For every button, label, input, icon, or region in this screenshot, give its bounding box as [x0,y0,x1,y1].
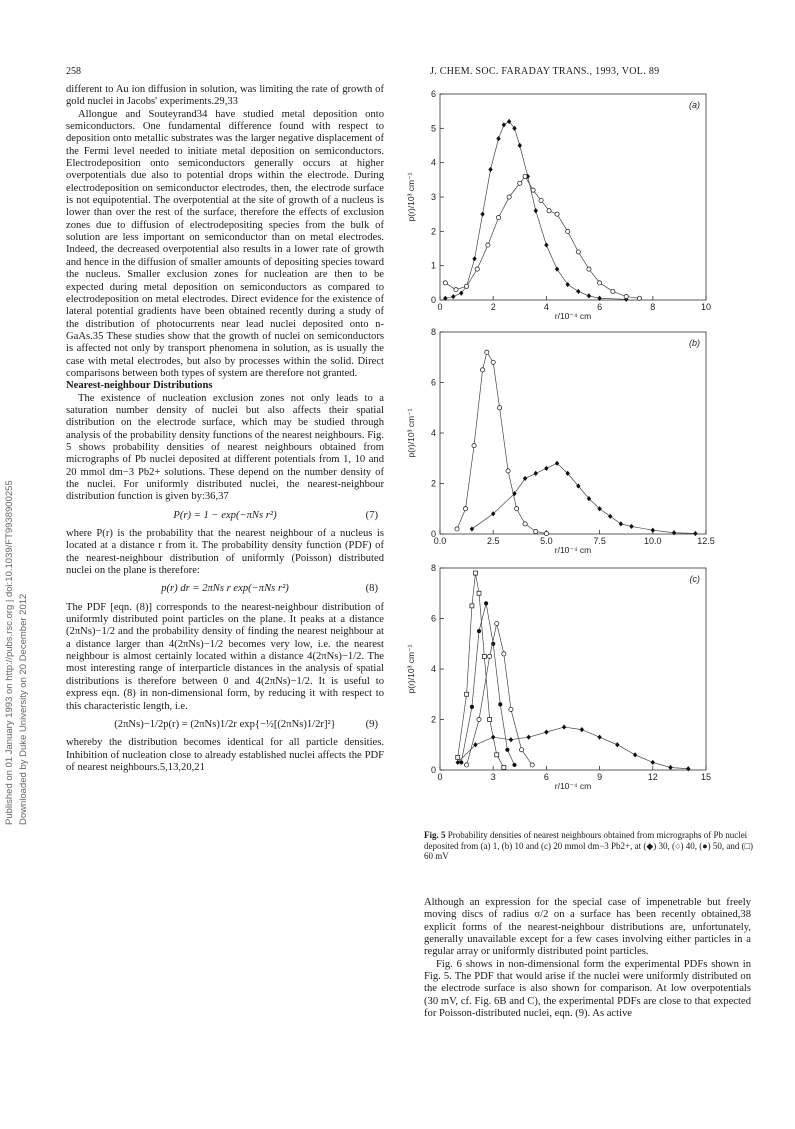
paragraph: Fig. 6 shows in non-dimensional form the experimental PDFs shown in Fig. 5. The PDF that would arise if the nuclei were uniformly distributed on the electrode surface is also shown for comparison. At low overpotentials (30 mV, cf. Fig. 6B and C), the experimental PDFs are close to that expected for Poisson-distributed nuclei, eqn. (9). As active [424,958,751,1020]
data-point-diamond [651,528,655,533]
data-point-open-circle [637,296,641,300]
paragraph: Although an expression for the special case of impenetrable but freely moving discs of radius σ/2 on a surface has been recently obtained,38 explicit forms of the nearest-neighbour distributions are, unfortunately, generally unavailable except for a few cases involving either particles in a regular array or uniformly distributed point particles. [424,897,751,958]
data-point-open-circle [502,652,506,656]
equation-9 [66,719,384,731]
data-point-diamond [587,293,591,298]
y-tick-label: 5 [430,123,436,134]
y-tick-label: 8 [430,327,436,337]
paragraph: The PDF [eqn. (8)] corresponds to the nearest-neighbour distribution of uniformly distributed point particles on the plane. It peaks at a distance (2πNs)−1/2 and the probability density of finding the nearest neighbour at a distance larger than 4(2πNs)−1/2 becomes very low, i.e. the nearest neighbour is almost certainly located within a distance 4(2πNs)−1/2. The most interesting range of interparticle distances in the analysis of spatial distributions is therefore between 0 and 4(2πNs)−1/2. It is useful to express eqn. (8) in non-dimensional form, by reducing it with respect to this characteristic length, i.e. [66,601,384,712]
equation-number: (9) [365,718,378,730]
section-heading: Nearest-neighbour Distributions [66,380,213,392]
data-point-open-square [482,654,486,658]
y-tick-label: 0 [430,765,436,775]
data-point-open-circle [598,281,602,285]
data-point-open-circle [539,198,543,202]
y-tick-label: 6 [430,613,436,624]
data-point-filled-circle [505,748,509,752]
data-point-diamond [496,136,500,141]
x-tick-label: 7.5 [593,536,606,546]
data-point-open-circle [523,522,527,526]
y-axis-label: p(r)/10³ cm⁻¹ [406,172,416,222]
panel-label: (c) [689,574,700,584]
x-tick-label: 2 [490,302,496,312]
y-tick-label: 0 [430,295,436,305]
x-tick-label: 10 [700,302,712,312]
y-tick-label: 8 [430,563,436,573]
data-point-diamond [608,514,612,519]
paragraph: different to Au ion diffusion in solution, was limiting the rate of growth of gold nuclei in Jacobs' experiments.29,33 [66,84,384,108]
data-point-diamond [502,122,506,127]
x-tick-label: 5.0 [540,536,553,546]
data-point-diamond [629,524,633,529]
data-point-diamond [526,735,530,740]
data-point-open-circle [491,360,495,364]
data-point-open-circle [534,529,538,533]
data-point-open-square [473,571,477,575]
y-tick-label: 3 [430,192,436,202]
data-point-diamond [615,742,619,747]
data-point-open-circle [523,174,527,178]
x-axis-label: r/10⁻⁴ cm [554,545,592,555]
series-curve [445,176,639,298]
series-curve [472,463,695,533]
x-tick-label: 0 [437,772,443,782]
data-point-diamond [597,735,601,740]
watermark-line-1: Published on 01 January 1993 on http://pubs.rsc.org | doi:10.1039/FT9938900255 [4,480,15,825]
data-point-open-square [495,753,499,757]
data-point-open-square [470,604,474,608]
data-point-open-square [488,718,492,722]
y-axis-label: p(r)/10³ cm⁻¹ [406,644,416,694]
data-point-open-circle [530,763,534,767]
x-tick-label: 10.0 [644,536,662,546]
data-point-filled-circle [470,705,474,709]
data-point-diamond [488,167,492,172]
panel-label: (a) [689,100,700,110]
data-point-diamond [451,294,455,299]
data-point-open-circle [507,195,511,199]
data-point-open-circle [477,717,481,721]
data-point-open-circle [587,267,591,271]
data-point-open-circle [488,654,492,658]
equation-number: (7) [365,509,378,521]
equation-number: (8) [365,583,378,595]
x-tick-label: 2.5 [486,536,500,546]
data-point-filled-circle [498,702,502,706]
x-axis-label: r/10⁻⁴ cm [554,781,592,791]
y-tick-label: 1 [430,260,436,271]
data-point-filled-circle [477,629,481,633]
equation-7 [66,510,384,522]
data-point-open-circle [515,507,519,511]
data-point-open-circle [472,444,476,448]
y-tick-label: 4 [430,157,436,168]
data-point-open-square [456,755,460,759]
data-point-open-circle [576,250,580,254]
data-point-open-circle [544,531,548,535]
series-curve [458,573,504,767]
data-point-open-circle [566,229,570,233]
x-tick-label: 3 [490,772,496,782]
x-tick-label: 12 [647,772,658,782]
data-point-diamond [518,143,522,148]
data-point-diamond [534,471,538,476]
paragraph: whereby the distribution becomes identical for all particle densities. Inhibition of nucleation close to already established nuclei affects the PDF of nearest neighbours.5,13,20,21 [66,737,384,773]
x-tick-label: 6 [543,772,549,782]
x-tick-label: 12.5 [697,536,715,546]
plot-frame [440,94,706,300]
download-watermark [0,305,30,825]
data-point-open-circle [454,288,458,292]
y-tick-label: 0 [430,529,436,539]
equation-text: (2πNs)−1/2p(r) = (2πNs)1/2r exp{−½[(2πNs)1/2r]²} [114,718,336,730]
equation-text: P(r) = 1 − exp(−πNs r²) [173,509,277,521]
data-point-open-circle [509,707,513,711]
y-tick-label: 2 [430,226,436,237]
data-point-open-circle [506,469,510,473]
paragraph: The existence of nucleation exclusion zones not only leads to a saturation number density of nuclei but also affects their spatial distribution on the electrode surface, which may be studied through analysis of the probability density functions of the nearest neighbours. Fig. 5 shows probability densities of nearest neighbours obtained from micrographs of Pb nuclei deposited at different potentials from 1, 10 and 20 mmol dm−3 Pb2+ solutions. These depend on the number density of the nuclei. For uniformly distributed nuclei, the nearest-neighbour distribution function is given by:36,37 [66,392,384,503]
x-axis-label: r/10⁻⁴ cm [554,311,592,321]
data-point-diamond [472,256,476,261]
data-point-diamond [509,737,513,742]
data-point-open-circle [497,406,501,410]
data-point-diamond [576,289,580,294]
y-tick-label: 2 [430,478,436,489]
x-tick-label: 0.0 [433,536,447,546]
y-axis-label: p(r)/10³ cm⁻¹ [406,408,416,458]
y-tick-label: 4 [430,664,436,674]
series-curve [461,603,514,765]
data-point-open-circle [547,209,551,213]
data-point-diamond [668,765,672,770]
paragraph: where P(r) is the probability that the nearest neighbour of a nucleus is located at a distance r from it. The probability density function (PDF) of the nearest-neighbour distribution of uniformly (Poisson) distributed nuclei on the plane is therefore: [66,528,384,577]
x-tick-label: 9 [597,772,603,782]
figure-5 [394,86,734,816]
data-point-open-circle [485,350,489,354]
data-point-diamond [619,521,623,526]
plot-frame [440,332,706,534]
data-point-open-circle [465,763,469,767]
data-point-open-square [477,591,481,595]
paragraph: Allongue and Souteyrand34 have studied metal deposition onto semiconductors. One fundamental difference found with respect to deposition onto metallic substrates was the larger negative displacement of the Fermi level needed to initiate metal deposition on semiconductors. Electrodeposition onto semiconductors generally occurs at higher overpotentials due also to potential drops within the electrode. During electrodeposition on semiconductor electrodes, then, the electrode surface is not equipotential. The overpotential at the site of growth of a nucleus is lower than over the rest of the surface, therefore the effects of exclusion zones due to diffusion of electrodepositing species from the bulk of solution are less important on semiconductor than on metal electrodes. Indeed, the decreased overpotential also results in a lower rate of growth and hence in the diffusion of smaller amounts of depositing species toward the nucleus. Smaller exclusion zones for nucleation are then to be expected during metal deposition on semiconductors as compared to electrodeposition on metal electrodes. Direct evidence for the existence of lateral potential gradients have been obtained recently during a study of the distribution of photocurrents near lead nuclei deposited onto n-GaAs.35 These studies show that the growth of nuclei on semiconductors is affected not only by transport phenomena in solution, as is usually the case with metal electrodes, but also by processes within the solid. Direct comparisons between both types of system are therefore not granted. [66,108,384,379]
data-point-diamond [491,735,495,740]
x-tick-label: 15 [700,772,712,782]
data-point-open-square [502,765,506,769]
data-point-open-circle [531,188,535,192]
data-point-filled-circle [484,601,488,605]
data-point-open-circle [496,216,500,220]
watermark-line-2: Downloaded by Duke University on 20 December 2012 [18,593,29,825]
data-point-diamond [480,212,484,217]
y-tick-label: 6 [430,89,436,99]
data-point-diamond [580,727,584,732]
data-point-open-circle [455,527,459,531]
data-point-open-circle [611,289,615,293]
data-point-open-circle [519,748,523,752]
data-point-open-circle [465,284,469,288]
equation-8 [66,583,384,595]
equation-text: p(r) dr = 2πNs r exp(−πNs r²) [161,583,289,595]
caption-label: Fig. 5 [424,830,446,840]
x-tick-label: 0 [437,302,443,312]
plot-frame [440,568,706,770]
data-point-open-square [465,692,469,696]
data-point-open-circle [495,621,499,625]
data-point-diamond [534,208,538,213]
figure-caption [424,830,754,862]
right-column [424,897,751,1020]
x-tick-label: 6 [597,302,603,312]
y-tick-label: 4 [430,428,436,438]
data-point-filled-circle [512,763,516,767]
data-point-diamond [470,526,474,531]
data-point-diamond [633,752,637,757]
data-point-open-circle [624,294,628,298]
caption-text: Probability densities of nearest neighbours obtained from micrographs of Pb nuclei deposited from (a) 1, (b) 10 and (c) 20 mmol dm−3 Pb2+, at (◆) 30, (○) 40, (●) 50, and (□) 60 mV [424,830,754,862]
data-point-diamond [686,766,690,771]
y-tick-label: 2 [430,714,436,725]
data-point-open-circle [486,243,490,247]
data-point-open-circle [463,507,467,511]
panel-label: (b) [689,338,700,348]
data-point-open-circle [480,368,484,372]
data-point-diamond [651,760,655,765]
data-point-diamond [544,730,548,735]
y-tick-label: 6 [430,377,436,388]
data-point-diamond [544,466,548,471]
series-curve [457,352,546,533]
data-point-open-circle [555,212,559,216]
page-number: 258 [66,66,81,77]
data-point-open-circle [518,181,522,185]
data-point-open-circle [475,267,479,271]
data-point-open-circle [443,281,447,285]
x-tick-label: 8 [650,302,656,312]
data-point-diamond [672,530,676,535]
left-column [66,84,384,774]
data-point-diamond [562,724,566,729]
data-point-diamond [544,242,548,247]
journal-header: J. CHEM. SOC. FARADAY TRANS., 1993, VOL. 89 [430,66,660,77]
x-tick-label: 4 [543,302,549,312]
